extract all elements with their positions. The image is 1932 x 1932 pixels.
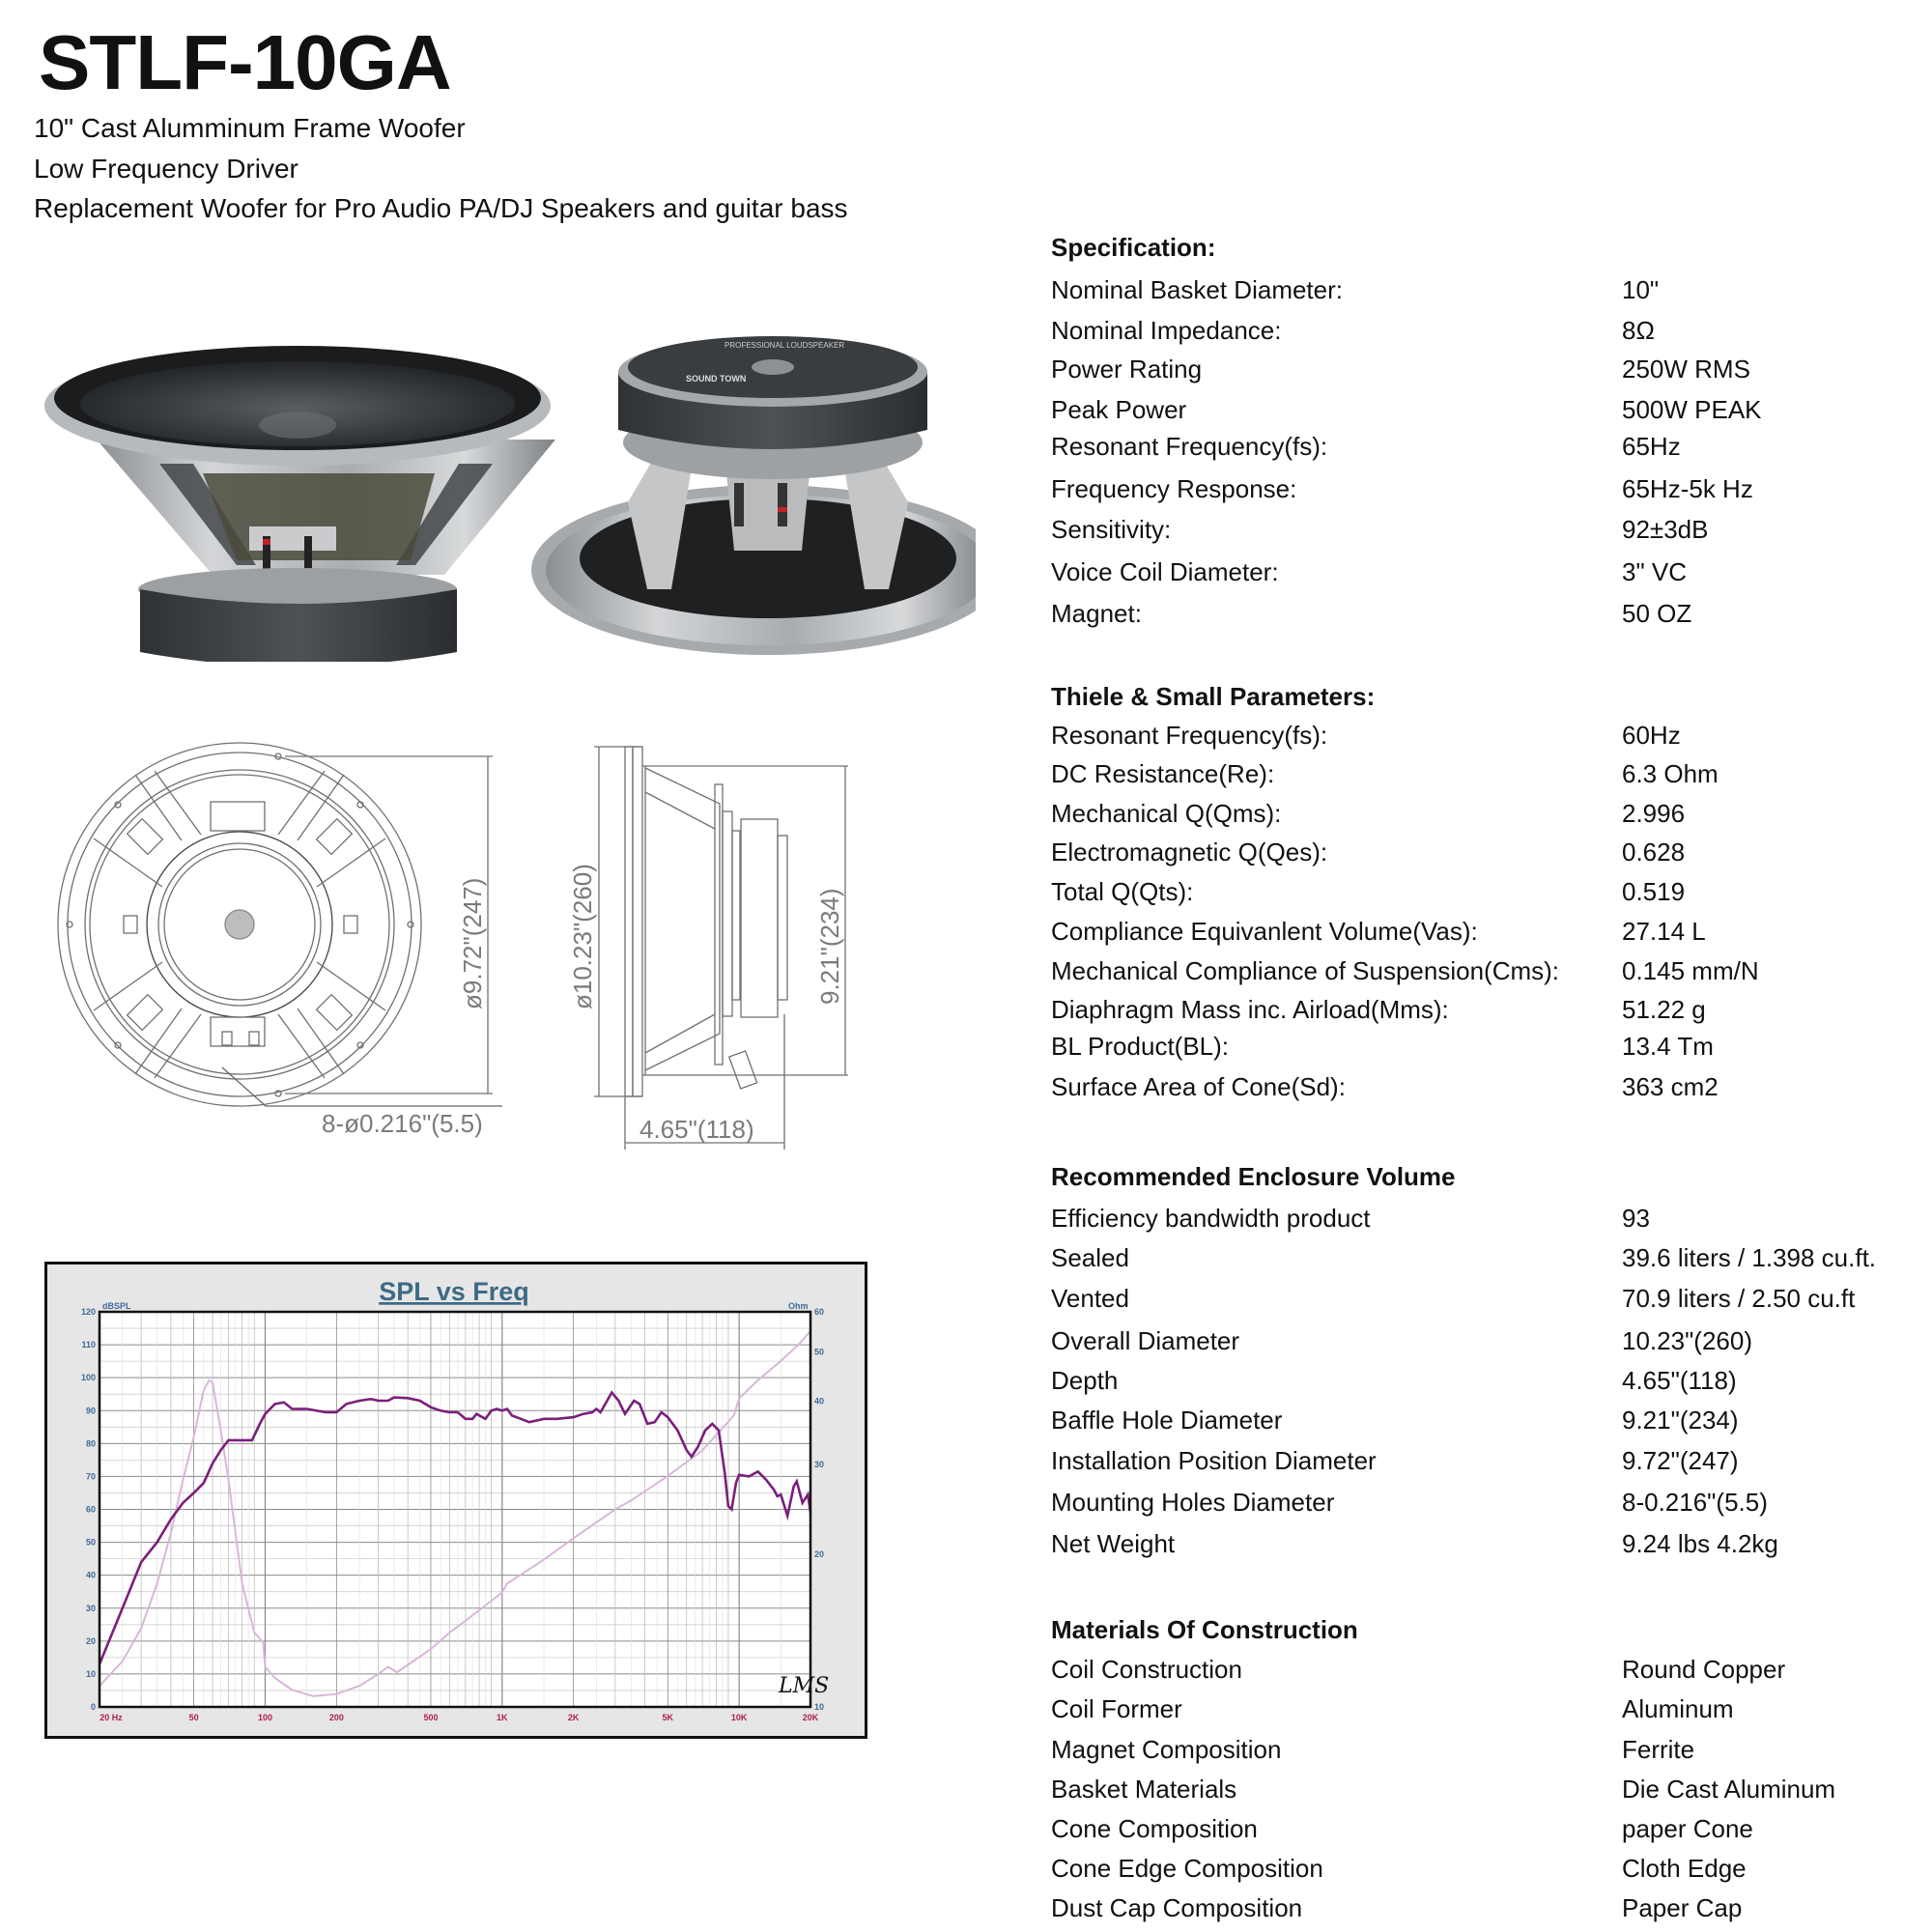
spec-label: Power Rating: [1051, 355, 1203, 384]
spec-value: 9.21"(234): [1622, 1406, 1739, 1435]
y2-axis-title: Ohm: [788, 1301, 809, 1311]
speaker-front-photo: [44, 346, 555, 662]
spec-value: 10.23"(260): [1622, 1326, 1752, 1355]
svg-text:10: 10: [814, 1702, 825, 1712]
svg-text:120: 120: [80, 1307, 96, 1317]
y-axis-title: dBSPL: [102, 1301, 131, 1311]
spec-value: Cloth Edge: [1622, 1854, 1747, 1883]
spec-value: 93: [1622, 1204, 1650, 1233]
spec-value: 65Hz: [1622, 432, 1681, 461]
depth-label: 4.65"(118): [639, 1115, 754, 1144]
spec-label: Mechanical Compliance of Suspension(Cms):: [1051, 956, 1560, 985]
spec-label: Nominal Basket Diameter:: [1051, 275, 1343, 304]
spec-value: 50 OZ: [1622, 599, 1692, 628]
spec-value: 9.24 lbs 4.2kg: [1622, 1529, 1778, 1558]
spec-label: Resonant Frequency(fs):: [1051, 432, 1328, 461]
spec-label: Depth: [1051, 1366, 1119, 1395]
spec-label: Magnet Composition: [1051, 1735, 1282, 1764]
spec-value: 250W RMS: [1622, 355, 1750, 384]
spec-value: 13.4 Tm: [1622, 1032, 1714, 1061]
magnet-brand-label: SOUND TOWN: [686, 374, 747, 384]
enclosure-heading: Recommended Enclosure Volume: [1051, 1162, 1456, 1191]
svg-text:50: 50: [85, 1537, 96, 1548]
spec-label: Cone Edge Composition: [1051, 1854, 1323, 1883]
spec-value: 0.145 mm/N: [1622, 956, 1759, 985]
spec-label: Basket Materials: [1051, 1775, 1237, 1804]
materials-heading: Materials Of Construction: [1051, 1615, 1358, 1644]
spec-label: Dust Cap Composition: [1051, 1893, 1303, 1922]
svg-text:60: 60: [85, 1504, 96, 1515]
spec-label: Overall Diameter: [1051, 1326, 1240, 1355]
spec-value: 65Hz-5k Hz: [1622, 474, 1753, 503]
spec-value: 4.65"(118): [1622, 1366, 1737, 1395]
product-model-title: STLF-10GA: [39, 19, 451, 105]
svg-text:100: 100: [80, 1373, 96, 1383]
svg-text:90: 90: [85, 1406, 96, 1416]
spec-value: paper Cone: [1622, 1814, 1753, 1843]
side-view-drawing: [594, 747, 848, 1150]
svg-text:500: 500: [423, 1713, 439, 1722]
spec-label: Frequency Response:: [1051, 474, 1297, 503]
spec-value: 0.519: [1622, 877, 1686, 906]
spec-value: Paper Cap: [1622, 1893, 1743, 1922]
subtitle-line-3: Replacement Woofer for Pro Audio PA/DJ Speakers and guitar bass: [34, 193, 848, 223]
svg-text:30: 30: [85, 1603, 96, 1613]
spec-label: Coil Former: [1051, 1694, 1182, 1723]
spl-vs-freq-chart: [44, 1262, 867, 1739]
spec-value: Ferrite: [1622, 1735, 1695, 1764]
spec-label: Cone Composition: [1051, 1814, 1258, 1843]
svg-text:20: 20: [85, 1635, 96, 1646]
spec-label: Nominal Impedance:: [1051, 316, 1282, 345]
svg-text:10K: 10K: [730, 1713, 748, 1722]
product-photos: [29, 328, 976, 662]
spec-value: 9.72"(247): [1622, 1446, 1739, 1475]
spec-label: Resonant Frequency(fs):: [1051, 721, 1328, 750]
spec-label: Coil Construction: [1051, 1655, 1242, 1684]
spec-value: 6.3 Ohm: [1622, 759, 1719, 788]
svg-text:200: 200: [328, 1713, 344, 1722]
spec-value: 70.9 liters / 2.50 cu.ft: [1622, 1284, 1856, 1313]
subtitle-line-2: Low Frequency Driver: [34, 154, 298, 184]
svg-text:50: 50: [814, 1347, 825, 1357]
thiele-small-heading: Thiele & Small Parameters:: [1051, 682, 1376, 711]
spec-label: Diaphragm Mass inc. Airload(Mms):: [1051, 995, 1449, 1024]
spec-label: Net Weight: [1051, 1529, 1176, 1558]
spec-label: Magnet:: [1051, 599, 1142, 628]
spec-value: 500W PEAK: [1622, 395, 1762, 424]
spec-label: Peak Power: [1051, 395, 1187, 424]
spec-value: 2.996: [1622, 799, 1686, 828]
spec-label: BL Product(BL):: [1051, 1032, 1230, 1061]
svg-text:2K: 2K: [567, 1713, 580, 1722]
spec-label: Mechanical Q(Qms):: [1051, 799, 1282, 828]
lms-watermark: LMS: [779, 1674, 830, 1698]
svg-text:110: 110: [81, 1340, 96, 1350]
svg-text:5K: 5K: [662, 1713, 674, 1722]
spec-value: 51.22 g: [1622, 995, 1706, 1024]
svg-text:40: 40: [85, 1570, 96, 1580]
spec-value: 39.6 liters / 1.398 cu.ft.: [1622, 1243, 1877, 1272]
spec-value: 8Ω: [1622, 316, 1655, 345]
spec-label: Total Q(Qts):: [1051, 877, 1194, 906]
technical-drawings: [39, 734, 869, 1169]
baffle-hole-label: 9.21"(234): [815, 888, 844, 1005]
svg-text:20 Hz: 20 Hz: [99, 1713, 123, 1722]
spec-value: 27.14 L: [1622, 917, 1706, 946]
installation-diameter-label: ø9.72"(247): [458, 877, 487, 1009]
spec-label: Installation Position Diameter: [1051, 1446, 1377, 1475]
svg-text:60: 60: [814, 1307, 825, 1317]
specification-heading: Specification:: [1051, 233, 1216, 262]
spec-label: Efficiency bandwidth product: [1051, 1204, 1371, 1233]
spec-label: Sealed: [1051, 1243, 1129, 1272]
svg-text:30: 30: [814, 1460, 825, 1470]
spec-value: Die Cast Aluminum: [1622, 1775, 1836, 1804]
spec-label: Compliance Equivanlent Volume(Vas):: [1051, 917, 1478, 946]
spec-label: Baffle Hole Diameter: [1051, 1406, 1283, 1435]
spec-value: Round Copper: [1622, 1655, 1786, 1684]
svg-text:20: 20: [814, 1548, 825, 1559]
spec-label: Sensitivity:: [1051, 515, 1172, 544]
spec-label: Voice Coil Diameter:: [1051, 557, 1279, 586]
svg-text:70: 70: [85, 1471, 96, 1482]
spec-value: 10": [1622, 275, 1660, 304]
svg-text:50: 50: [188, 1713, 199, 1722]
svg-text:20K: 20K: [802, 1713, 819, 1722]
front-view-drawing: [58, 743, 502, 1106]
spec-value: 8-0.216"(5.5): [1622, 1488, 1768, 1517]
svg-text:100: 100: [257, 1713, 272, 1722]
spec-value: 363 cm2: [1622, 1072, 1719, 1101]
chart-title: SPL vs Freq: [379, 1277, 529, 1306]
mounting-holes-label: 8-ø0.216"(5.5): [322, 1109, 483, 1138]
svg-text:10: 10: [85, 1668, 96, 1679]
spec-label: Electromagnetic Q(Qes):: [1051, 838, 1328, 867]
svg-text:40: 40: [814, 1396, 825, 1406]
svg-text:80: 80: [85, 1438, 96, 1449]
spec-value: 0.628: [1622, 838, 1686, 867]
svg-text:0: 0: [90, 1702, 96, 1712]
spec-value: 60Hz: [1622, 721, 1681, 750]
spec-value: Aluminum: [1622, 1694, 1734, 1723]
spec-label: Surface Area of Cone(Sd):: [1051, 1072, 1346, 1101]
speaker-rear-photo: [531, 336, 976, 655]
spec-value: 92±3dB: [1622, 515, 1709, 544]
spec-label: DC Resistance(Re):: [1051, 759, 1275, 788]
spec-label: Vented: [1051, 1284, 1129, 1313]
subtitle-line-1: 10" Cast Alumminum Frame Woofer: [34, 113, 466, 143]
spec-value: 3" VC: [1622, 557, 1688, 586]
svg-text:1K: 1K: [497, 1713, 508, 1722]
spec-label: Mounting Holes Diameter: [1051, 1488, 1335, 1517]
magnet-ring-label: PROFESSIONAL LOUDSPEAKER: [724, 341, 845, 350]
overall-diameter-label: ø10.23"(260): [568, 864, 597, 1009]
